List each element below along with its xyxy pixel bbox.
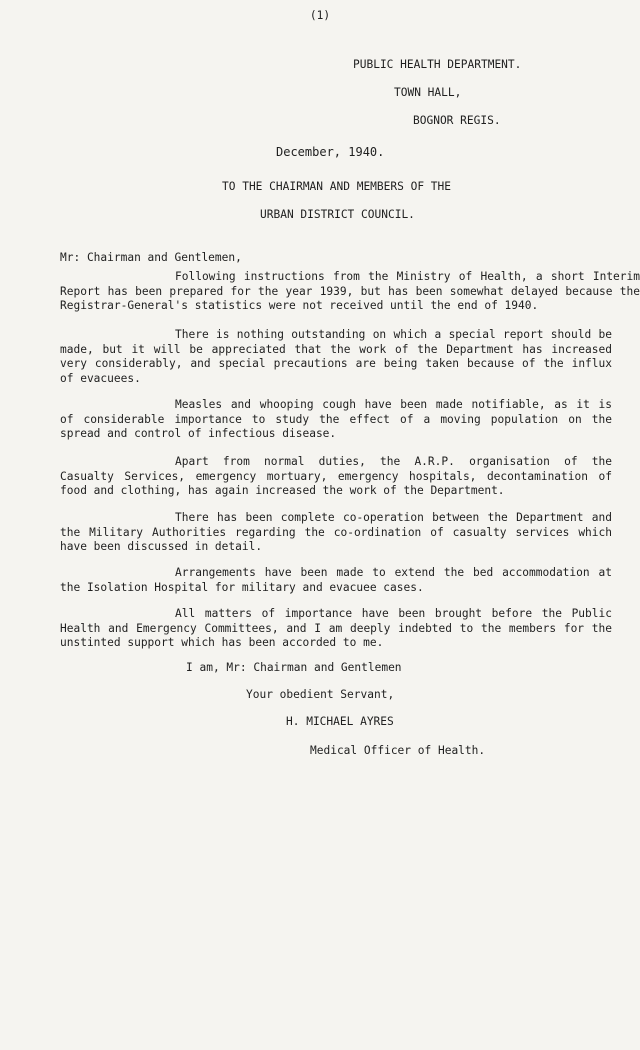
salutation: Mr: Chairman and Gentlemen,	[60, 251, 242, 264]
paragraph-6: Arrangements have been made to extend the bed accommodation at the Isolation Hospital for military and evacuee cases.	[60, 566, 612, 594]
page-number: (1)	[309, 9, 331, 22]
signatory-name: H. MICHAEL AYRES	[286, 715, 394, 728]
signatory-title: Medical Officer of Health.	[310, 744, 486, 757]
paragraph-2: There is nothing outstanding on which a special report should be made, but it will be appreciated that the work of the Department has increased very considerably, and special precautions are being taken because of the influx of evacuees.	[60, 328, 612, 385]
paragraph-1: Following instructions from the Ministry of Health, a short Interim Report has been prepared for the year 1939, but has been somewhat delayed because the Registrar-General's statistics were not received until the end of 1940.	[60, 270, 640, 312]
address-town: BOGNOR REGIS.	[413, 114, 501, 127]
paragraph-5: There has been complete co-operation between the Department and the Military Authorities regarding the co-ordination of casualty services which have been discussed in detail.	[60, 511, 612, 553]
paragraph-3: Measles and whooping cough have been made notifiable, as it is of considerable importance to study the effect of a moving population on the spread and control of infectious disease.	[60, 398, 612, 440]
paragraph-4: Apart from normal duties, the A.R.P. organisation of the Casualty Services, emergency mortuary, emergency hospitals, decontamination of food and clothing, has again increased the work of the Department.	[60, 455, 612, 497]
closing-line: I am, Mr: Chairman and Gentlemen	[186, 661, 402, 674]
recipient-line-2: URBAN DISTRICT COUNCIL.	[260, 208, 415, 221]
letter-date: December, 1940.	[276, 145, 385, 159]
closing-servant: Your obedient Servant,	[246, 688, 395, 701]
address-building: TOWN HALL,	[394, 86, 462, 99]
recipient-line-1: TO THE CHAIRMAN AND MEMBERS OF THE	[222, 180, 452, 193]
paragraph-7: All matters of importance have been brought before the Public Health and Emergency Committees, and I am deeply indebted to the members for the unstinted support which has been accorded to me.	[60, 607, 612, 649]
address-department: PUBLIC HEALTH DEPARTMENT.	[353, 58, 522, 71]
